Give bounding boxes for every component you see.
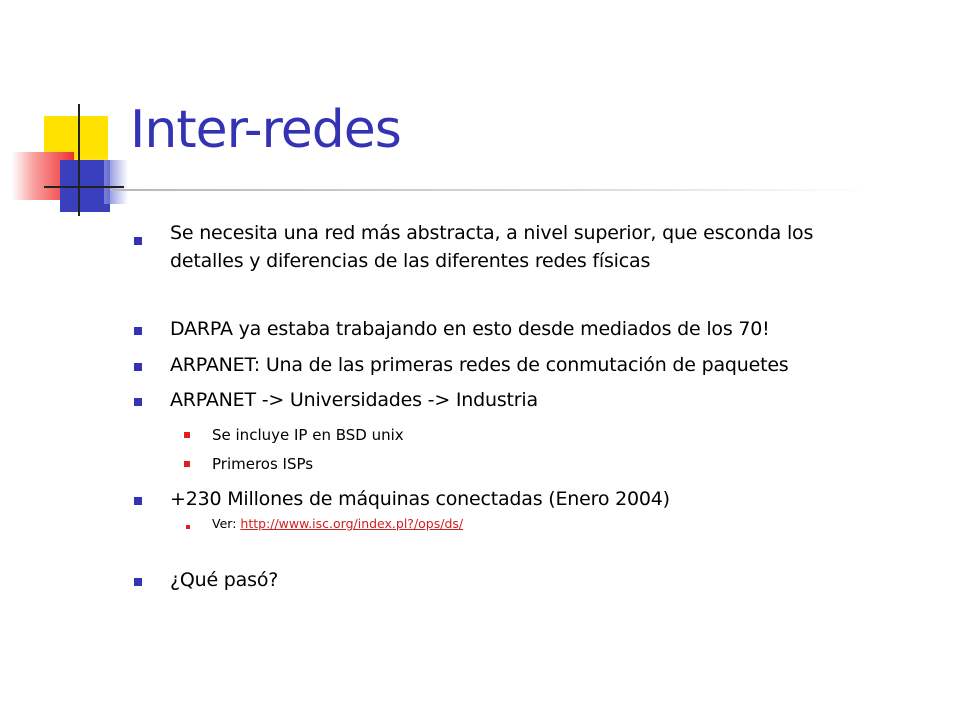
sub-bullet-marker [184, 461, 190, 467]
slide-title: Inter-redes [130, 100, 401, 160]
sub-bullet-marker [186, 525, 190, 529]
bullet-marker [134, 327, 142, 335]
bullet-marker [134, 398, 142, 406]
link-prefix: Ver: [212, 516, 241, 531]
bullet-text: ¿Qué pasó? [170, 569, 279, 591]
sub-bullet-text: Primeros ISPs [212, 455, 314, 473]
bullet-text-line: Se necesita una red más abstracta, a nivel superior, que esconda los [170, 222, 814, 244]
bullet-text: DARPA ya estaba trabajando en esto desde mediados de los 70! [170, 318, 770, 340]
bullet-marker [134, 237, 142, 245]
bullet-marker [134, 363, 142, 371]
sub-bullet-text: Se incluye IP en BSD unix [212, 426, 404, 444]
sub-bullet-marker [184, 432, 190, 438]
bullet-marker [134, 497, 142, 505]
bullet-text: +230 Millones de máquinas conectadas (Enero 2004) [170, 488, 670, 510]
bullet-text: ARPANET -> Universidades -> Industria [170, 389, 538, 411]
bullet-marker [134, 578, 142, 586]
sub-bullet-text [212, 516, 463, 532]
bullet-text: ARPANET: Una de las primeras redes de conmutación de paquetes [170, 354, 789, 376]
bullet-text-line: detalles y diferencias de las diferentes redes físicas [170, 250, 651, 272]
isc-link[interactable]: http://www.isc.org/index.pl?/ops/ds/ [240, 516, 464, 531]
